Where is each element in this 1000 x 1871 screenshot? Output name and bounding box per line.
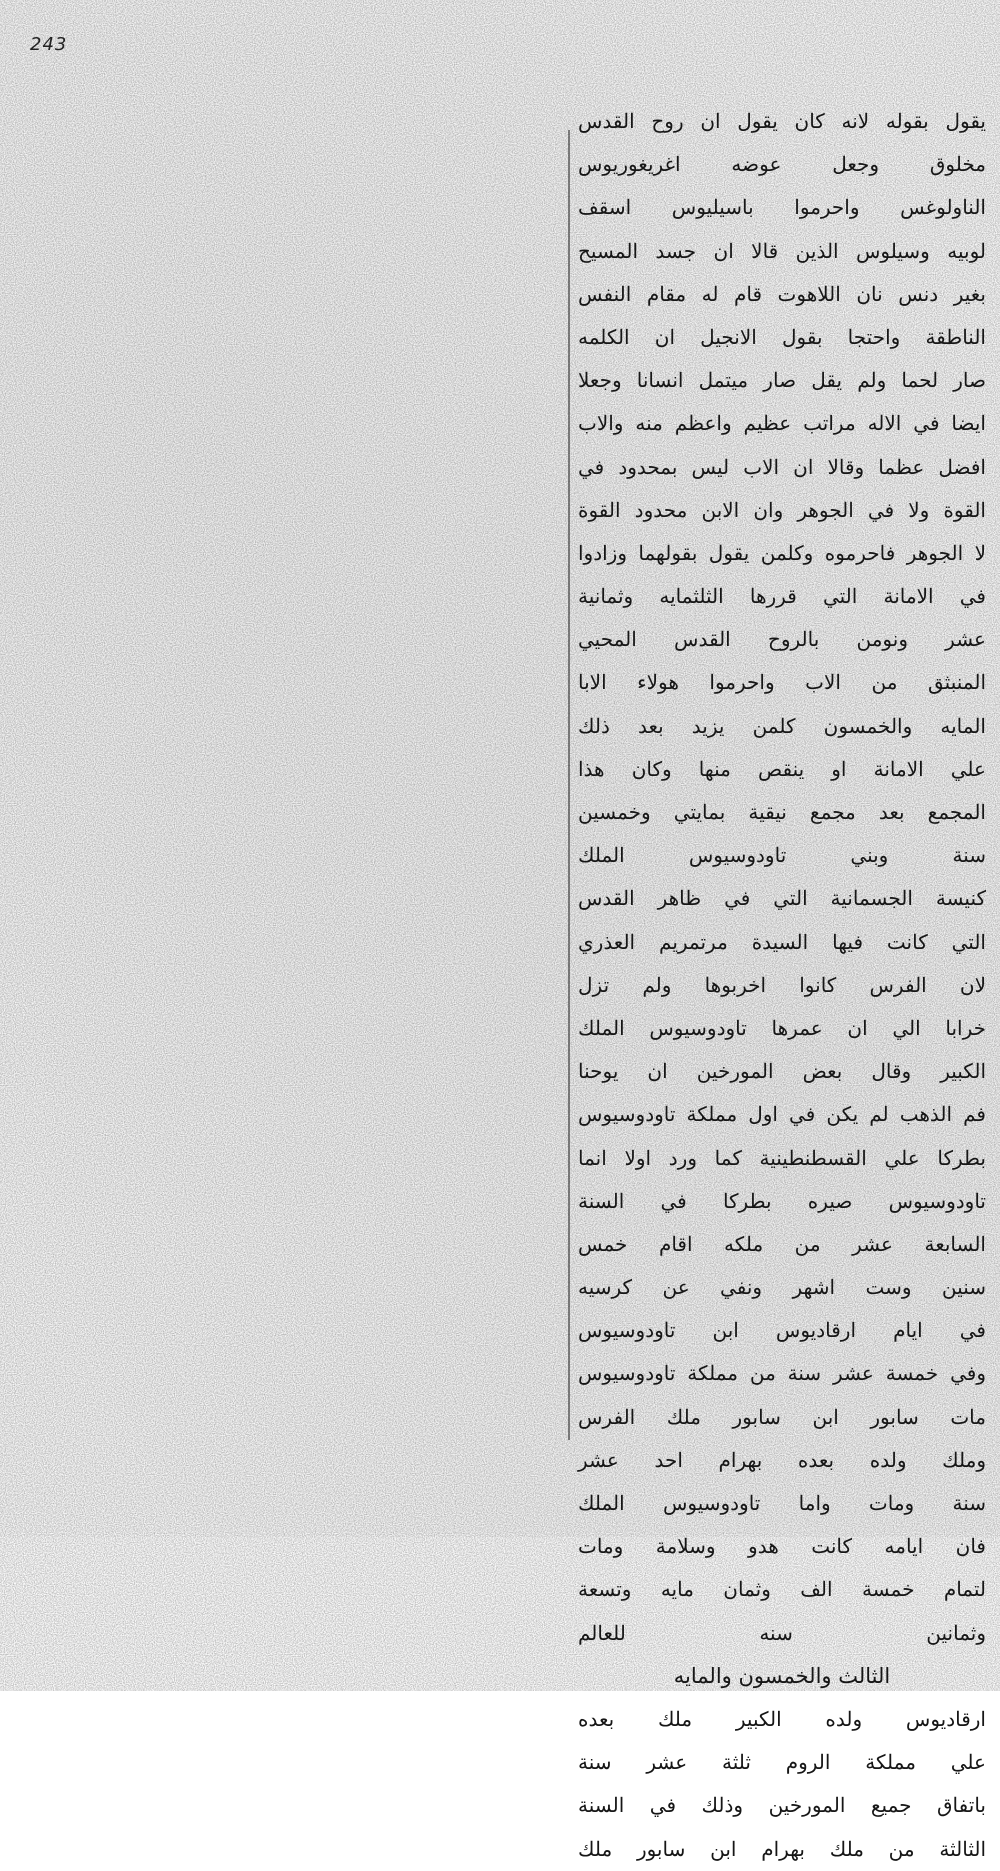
text-line: فم الذهب لم يكن في اول مملكة تاودوسيوس [578, 1102, 986, 1127]
text-line: بطركا علي القسطنطينية كما ورد اولا انما [578, 1145, 986, 1170]
text-line: لوبيه وسيلوس الذين قالا ان جسد المسيح [578, 238, 986, 263]
text-line: المايه والخمسون كلمن يزيد بعد ذلك [578, 713, 986, 738]
text-line: مات سابور ابن سابور ملك الفرس [578, 1404, 986, 1429]
text-line: لان الفرس كانوا اخربوها ولم تزل [578, 972, 986, 997]
text-line: بغير دنس نان اللاهوت قام له مقام النفس [578, 281, 986, 306]
text-line: وفي خمسة عشر سنة من مملكة تاودوسيوس [578, 1361, 986, 1386]
text-line: سنة ومات واما تاودوسيوس الملك [578, 1491, 986, 1515]
text-line: لا الجوهر فاحرموه وكلمن يقول بقولهما وزادوا [578, 540, 986, 565]
text-line: لتمام خمسة الف وثمان مايه وتسعة [578, 1577, 986, 1602]
text-line: الكبير وقال بعض المورخين ان يوحنا [578, 1059, 986, 1084]
text-line: الثالثة من ملك بهرام ابن سابور ملك [578, 1836, 986, 1861]
text-line: كنيسة الجسمانية التي في ظاهر القدس [578, 886, 986, 911]
page-number: 243 [30, 34, 68, 55]
text-line: افضل عظما وقالا ان الاب ليس بمحدود في [578, 454, 986, 479]
text-line: مخلوق وجعل عوضه اغريغوريوس [578, 152, 986, 177]
text-line: سنين وست اشهر ونفي عن كرسيه [578, 1275, 986, 1300]
text-line: باتفاق جميع المورخين وذلك في السنة [578, 1793, 986, 1818]
text-line: تاودوسيوس صيره بطركا في السنة [578, 1188, 986, 1213]
handwritten-text-block [578, 100, 986, 1871]
margin-rule [568, 130, 570, 1440]
text-line: ارقاديوس ولده الكبير ملك بعده [578, 1706, 986, 1731]
text-line: سنة وبني تاودوسيوس الملك [578, 843, 986, 868]
text-line: القوة ولا في الجوهر وان الابن محدود القوة [578, 497, 986, 522]
text-line: الناولوغس واحرموا باسيليوس اسقف [578, 195, 986, 220]
text-line: في الامانة التي قررها الثلثمايه وثمانية [578, 584, 986, 609]
text-line: صار لحما ولم يقل صار ميتمل انسانا وجعلا [578, 368, 986, 393]
section-heading: الثالث والخمسون والمايه [673, 1663, 891, 1688]
text-line: فان ايامه كانت هدو وسلامة ومات [578, 1534, 986, 1559]
text-line: المجمع بعد مجمع نيقية بمايتي وخمسين [578, 800, 986, 824]
text-line: التي كانت فيها السيدة مرتمريم العذري [578, 929, 986, 954]
text-line: السابعة عشر من ملكه اقام خمس [578, 1231, 986, 1256]
text-line: في ايام ارقاديوس ابن تاودوسيوس [578, 1318, 986, 1343]
text-line: ايضا في الاله مراتب عظيم واعظم منه والاب [578, 411, 986, 436]
text-line: علي مملكة الروم ثلثة عشر سنة [578, 1750, 986, 1775]
text-line: يقول بقوله لانه كان يقول ان روح القدس [578, 109, 986, 133]
text-line: وملك ولده بعده بهرام احد عشر [578, 1447, 986, 1472]
text-line: الناطقة واحتجا بقول الانجيل ان الكلمه [578, 324, 986, 349]
text-line: علي الامانة او ينقص منها وكان هذا [578, 756, 986, 781]
text-line: خرابا الي ان عمرها تاودوسيوس الملك [578, 1015, 986, 1040]
text-line: عشر ونومن بالروح القدس المحيي [578, 627, 986, 652]
text-line: المنبثق من الاب واحرموا هولاء الابا [578, 670, 986, 695]
text-line: وثمانين سنه للعالم [578, 1620, 986, 1645]
